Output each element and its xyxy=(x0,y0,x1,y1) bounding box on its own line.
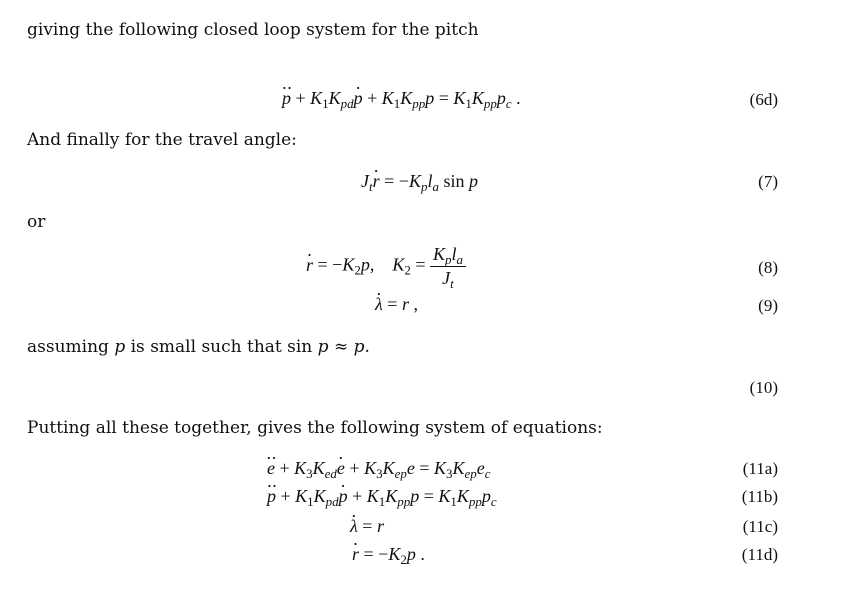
equation-number-11d: (11d) xyxy=(741,545,778,564)
small-angle-text-d: p ≈ p. xyxy=(317,337,370,357)
paragraph-small-angle xyxy=(27,337,370,357)
equation-number-9: (9) xyxy=(758,296,778,315)
small-angle-text-c: is small such that sin xyxy=(125,337,318,357)
equation-11a: e ·· + $K_3K_{ed}e$ · + $K_3K_{ep}e = K_3K_{ep}e_c$ xyxy=(267,458,490,479)
equation-9: λ · = r , xyxy=(375,294,418,315)
equation-11d: r · = $-K_2p$ . xyxy=(352,544,425,565)
paragraph-system-of-equations: Putting all these together, gives the following system of equations: xyxy=(27,418,603,438)
equation-11c: λ · = r xyxy=(350,516,384,537)
equation-number-8: (8) xyxy=(758,258,778,277)
paragraph-closed-loop-pitch: giving the following closed loop system for the pitch xyxy=(27,20,479,40)
equation-number-7: (7) xyxy=(758,172,778,191)
equation-number-11a: (11a) xyxy=(742,459,778,478)
equation-11b: p ·· + $K_1K_{pd}p$ · + $K_1K_{pp}p = K_1K_{pp}p_c$ xyxy=(267,486,497,507)
equation-number-11c: (11c) xyxy=(742,517,778,536)
small-angle-text-b: p xyxy=(114,337,126,357)
equation-number-6d: (6d) xyxy=(749,90,778,109)
paragraph-travel-angle: And finally for the travel angle: xyxy=(27,130,297,150)
small-angle-text-a: assuming xyxy=(27,337,115,357)
equation-number-10: (10) xyxy=(749,378,778,397)
equation-number-11b: (11b) xyxy=(741,487,778,506)
equation-7: $J_tr$ · = $-K_pl_a$ sin p xyxy=(361,171,478,192)
paragraph-or: or xyxy=(27,212,46,232)
equation-6d: p ·· + $K_1K_{pd}p$ · + $K_1K_{pp}p = K_1K_{pp}p_c$ . xyxy=(282,88,521,109)
equation-8: r · = $-K_2p$, $K_2$ = $\frac{K_pl_a}{J_t}$ xyxy=(306,244,466,289)
